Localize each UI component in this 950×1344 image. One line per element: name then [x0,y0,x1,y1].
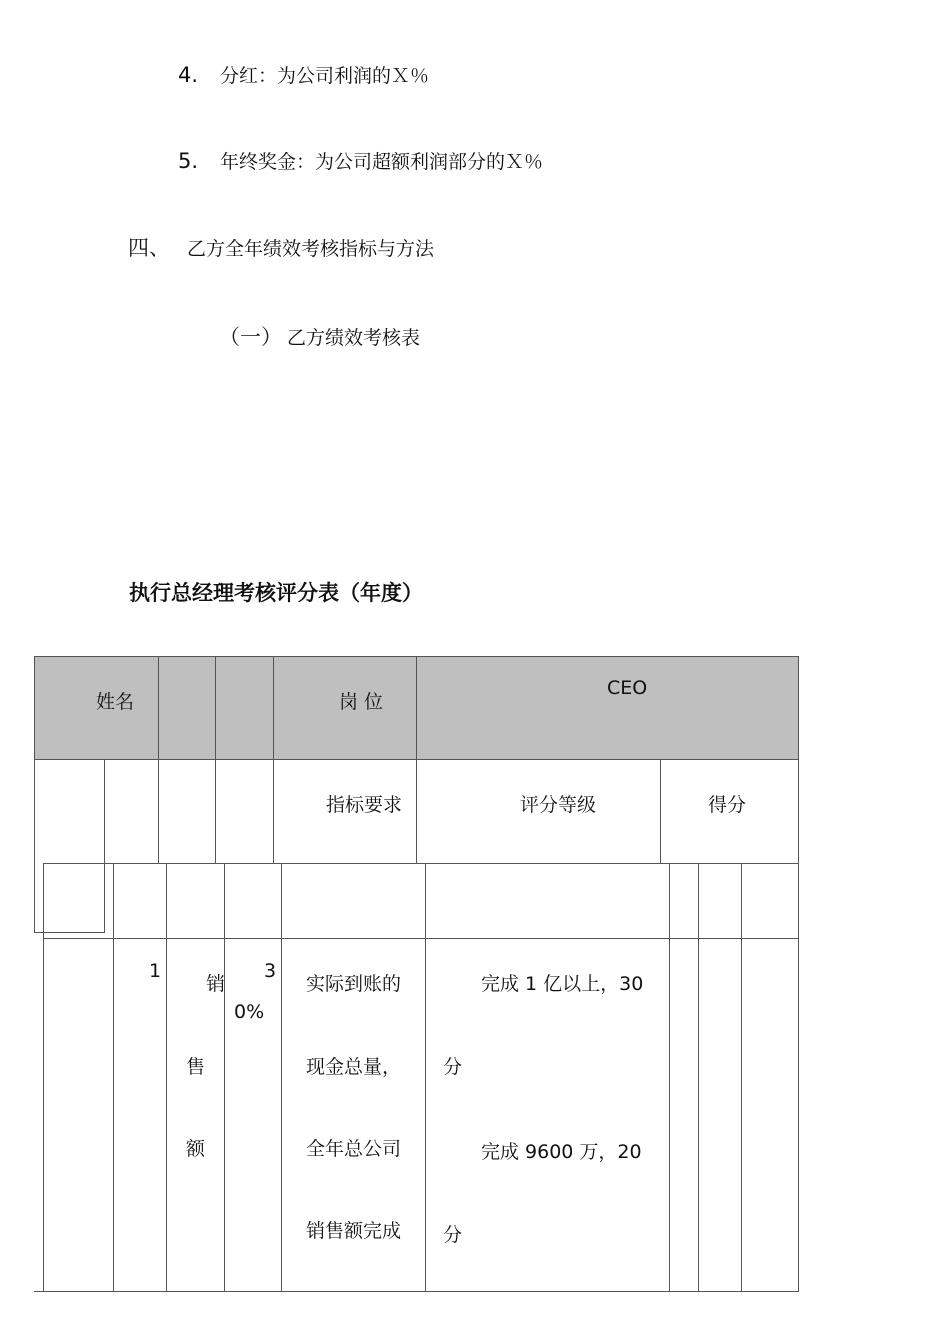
item-4-number: 4. [178,63,199,87]
requirement-line: 全年总公司 [306,1138,402,1160]
subsection-1-text: 乙方绩效考核表 [287,327,421,349]
item-5-text: 年终奖金：为公司超额利润部分的Ｘ％ [220,151,544,173]
rating-line: 完成 9600 万，20 [481,1141,642,1163]
item-char: 售 [186,1056,206,1078]
weight-part-b: 0% [234,1001,265,1023]
column-requirement: 指标要求 [326,794,403,816]
rating-line-continued: 分 [443,1224,463,1246]
rating-line: 完成 1 亿以上，30 [481,973,644,995]
requirement-line: 销售额完成 [306,1220,402,1242]
subsection-1-number: （一） [219,325,282,349]
name-label: 姓名 [96,691,135,713]
requirement-line: 现金总量， [306,1056,402,1078]
item-char: 额 [186,1138,206,1160]
item-char: 销 [206,973,226,995]
rating-line-continued: 分 [443,1056,463,1078]
post-label: 岗 位 [339,691,384,713]
item-4-text: 分红：为公司利润的Ｘ％ [220,65,430,87]
column-score: 得分 [708,794,747,816]
table-title: 执行总经理考核评分表（年度） [129,581,423,605]
item-5-number: 5. [178,149,199,173]
section-4-text: 乙方全年绩效考核指标与方法 [187,238,435,260]
row-index: 1 [149,960,162,982]
section-4-number: 四、 [128,236,170,260]
post-value: CEO [607,677,648,699]
weight-part-a: 3 [264,960,277,982]
column-rating: 评分等级 [520,794,597,816]
requirement-line: 实际到账的 [306,973,402,995]
